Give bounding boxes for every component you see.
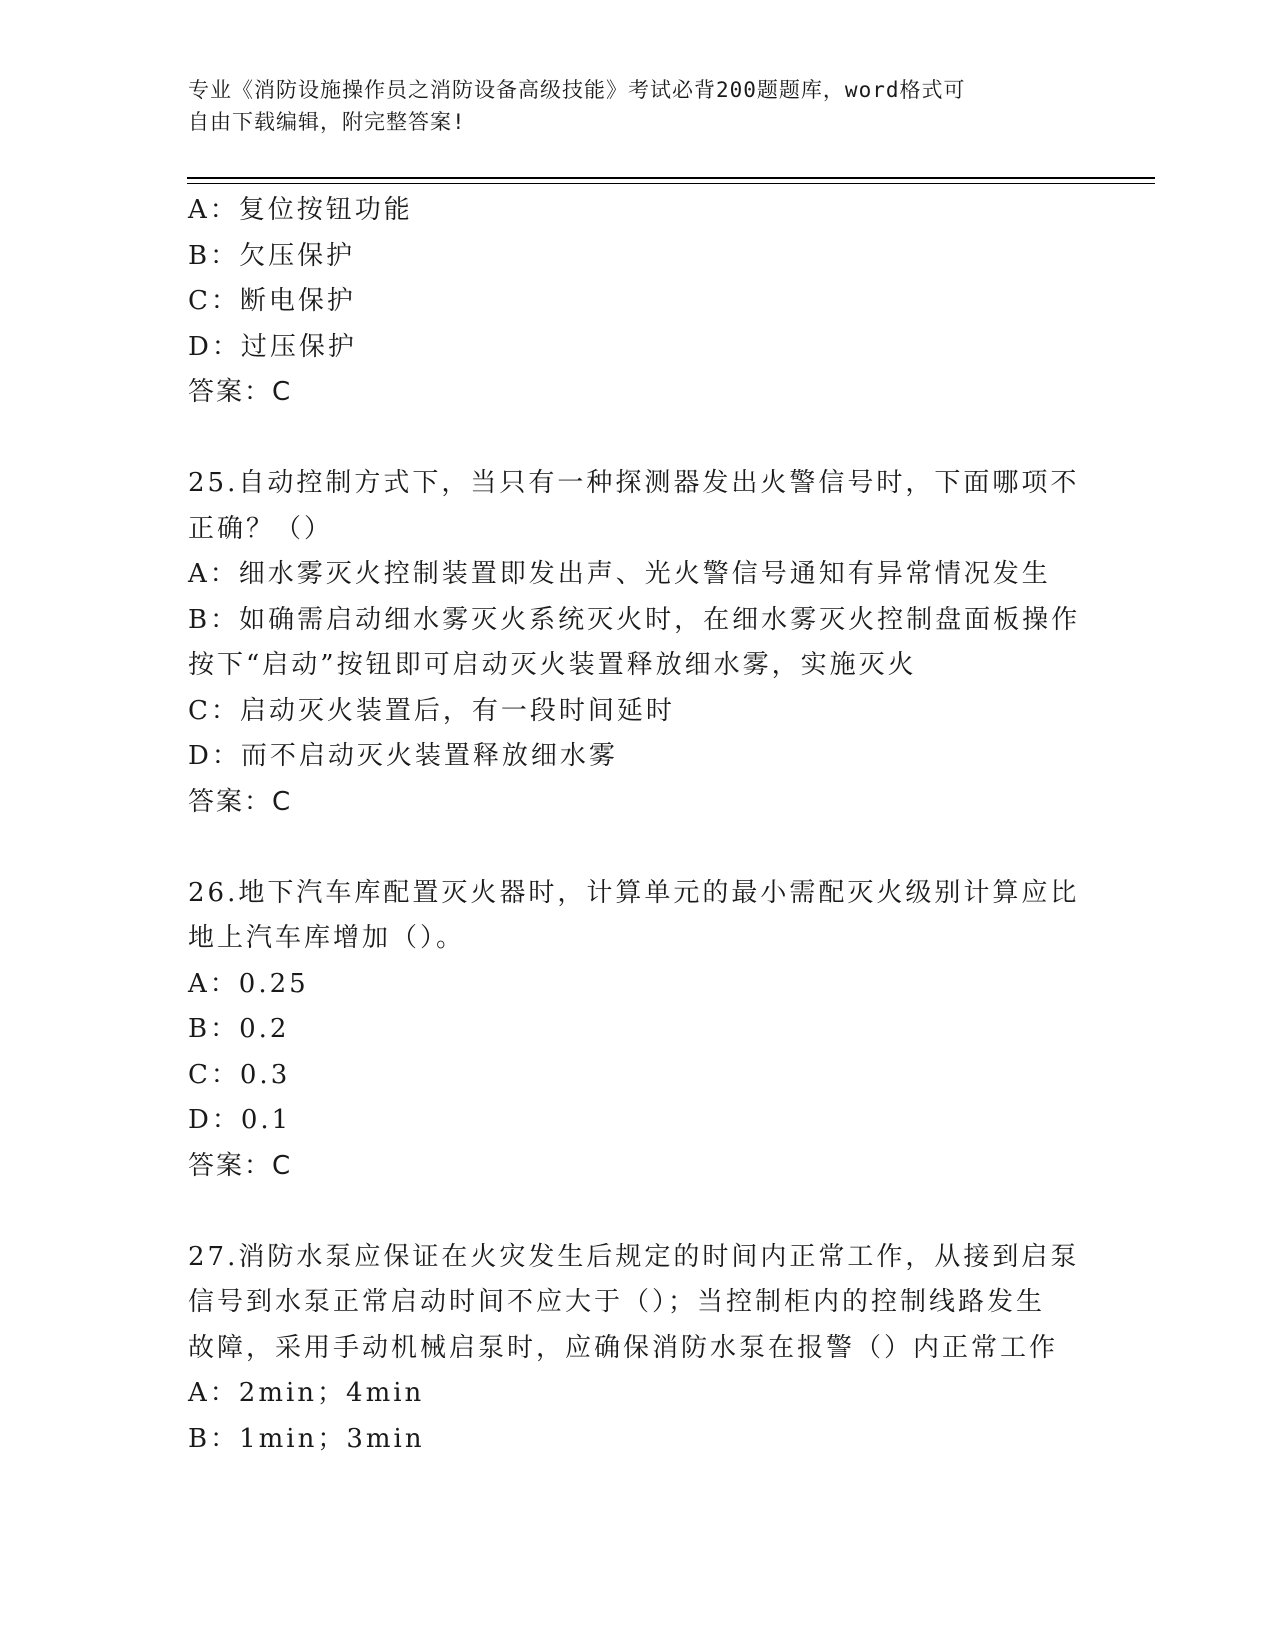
option-a: A：2min；4min [188, 1378, 425, 1408]
question-stem-line: 故障，采用手动机械启泵时，应确保消防水泵在报警（）内正常工作 [188, 1332, 1059, 1363]
question-stem-line: 26.地下汽车库配置灭火器时，计算单元的最小需配灭火级别计算应比 [188, 877, 1080, 908]
answer-line: 答案：C [188, 377, 293, 407]
header-line-1: 专业《消防设施操作员之消防设备高级技能》考试必背200题题库，word格式可 [188, 78, 966, 102]
option-d: D：0.1 [188, 1105, 292, 1135]
option-c: C：0.3 [188, 1059, 291, 1090]
question-stem-line: 信号到水泵正常启动时间不应大于（）；当控制柜内的控制线路发生 [188, 1287, 1046, 1317]
option-b-continued: 按下“启动”按钮即可启动灭火装置释放细水雾，实施灭火 [188, 650, 917, 680]
question-stem-line: 地上汽车库增加（）。 [188, 923, 466, 953]
option-a: A：复位按钮功能 [188, 195, 413, 225]
spacer [188, 825, 1088, 871]
answer-line: 答案：C [188, 786, 293, 817]
spacer [188, 416, 1088, 462]
answer-line: 答案：C [188, 1150, 293, 1181]
question-26-block [188, 871, 1088, 1190]
option-b: B：欠压保护 [188, 240, 356, 271]
option-d: D：而不启动灭火装置释放细水雾 [188, 741, 618, 771]
spacer [188, 1189, 1088, 1235]
header-line-2: 自由下载编辑，附完整答案! [188, 110, 466, 134]
option-b: B：0.2 [188, 1014, 290, 1044]
question-stem-line: 正确？（） [188, 513, 334, 544]
option-d: D：过压保护 [188, 331, 357, 362]
question-stem-line: 27.消防水泵应保证在火灾发生后规定的时间内正常工作，从接到启泵 [188, 1241, 1080, 1272]
header-rule-thin [187, 183, 1155, 184]
option-c: C：启动灭火装置后，有一段时间延时 [188, 695, 675, 726]
option-a: A：细水雾灭火控制装置即发出声、光火警信号通知有异常情况发生 [188, 559, 1051, 589]
option-c: C：断电保护 [188, 286, 356, 316]
option-b: B：1min；3min [188, 1423, 425, 1454]
option-b: B：如确需启动细水雾灭火系统灭火时，在细水雾灭火控制盘面板操作 [188, 604, 1081, 635]
question-stem-line: 25.自动控制方式下，当只有一种探测器发出火警信号时，下面哪项不 [188, 468, 1080, 498]
question-25-block [188, 461, 1088, 825]
question-24-block [188, 188, 1088, 416]
question-content [188, 188, 1088, 1462]
header-rule-thick [187, 177, 1155, 179]
page-header [188, 74, 1068, 138]
question-27-block [188, 1235, 1088, 1463]
option-a: A：0.25 [188, 968, 309, 999]
